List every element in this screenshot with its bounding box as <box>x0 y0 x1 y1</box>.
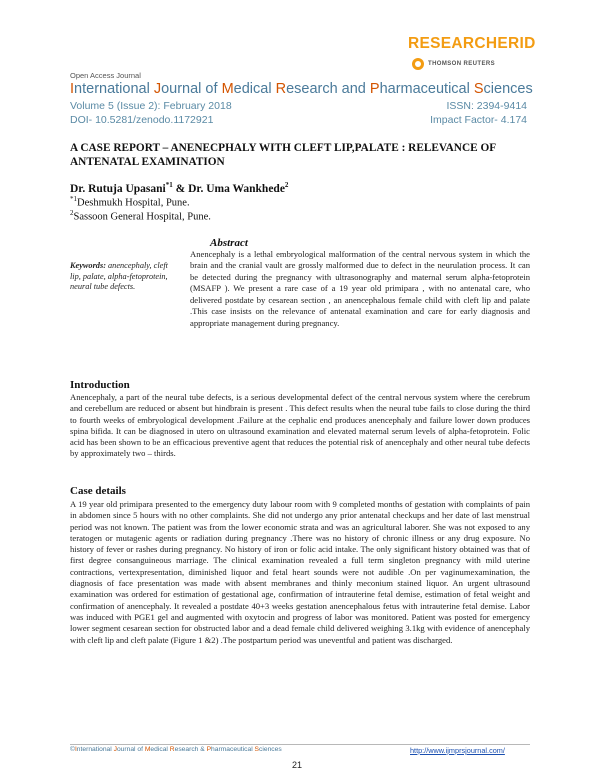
footer-divider <box>70 744 530 745</box>
footer-journal-cap: J <box>113 746 117 753</box>
journal-title-cap: I <box>70 81 75 97</box>
article-title: A CASE REPORT – ANENECPHALY WITH CLEFT LIP,PALATE : RELEVANCE OF ANTENATAL EXAMINATION <box>70 142 496 168</box>
doi: DOI- 10.5281/zenodo.1172921 <box>70 114 214 126</box>
impact-factor: Impact Factor- 4.174 <box>430 114 527 126</box>
journal-title-word: harmaceutical <box>379 81 474 97</box>
case-details-text: A 19 year old primipara presented to the emergency duty labour room with 9 completed months of gestation with complaints of pain in abdomen since 5 hours with no other complaints. She did not undergo any prior antenatal checkups and her date of last menstrual period was not known. The patient was from the lower economic strata and was an agricultural laborer. She was not exposed to any teratogen or mutagenic agents or radiation during pregnancy .There was no history of chronic illness or any drug exposure. No history of fever or rashes during pregnancy. No history of iron or folic acid intake. The only significant history obtained was that of first degree consanguineous marriage. The clinical examination revealed a full term singleton pregnancy with mild uterine contractions, vertexpresentation, diminished liquor and fetal heart sounds were not audible .On per vaginumexamination, the diagnosis of face presentation was made with absent membranes and thinly meconium stained liquor. An urgent ultrasound examination was ordered for estimation of gestational age, confirmation of intrauterine fetal demise, estimation of fetal weight and confirmation of anencephaly. It revealed a postdate 40+3 weeks gestation anencephalous fetus with intrauterine fetal demise. Labor was induced with PGE1 gel and augmented with oxytocin and progress of labor was monitored. Patient was posted for emergency lower segment cesarean section for obstructed labor and a dead female child delivered weighing 3.1kg with evidence of anencephaly with cleft lip and cleft palate (Figure 1 &2) .The postpartum period was uneventful and patient was discharged. <box>70 499 530 645</box>
copyright-symbol: © <box>70 746 75 753</box>
footer-journal-word: harmaceutical <box>211 746 255 753</box>
journal-url-link[interactable]: http://www.ijmprsjournal.com/ <box>410 746 505 755</box>
footer-journal-name <box>70 746 282 753</box>
issue-row <box>70 100 527 112</box>
footer-journal-word: nternational <box>76 746 114 753</box>
doi-row <box>70 114 527 126</box>
affiliation-2: $^2$Sassoon General Hospital, Pune. <box>70 209 211 223</box>
footer-journal-word: edical <box>150 746 170 753</box>
abstract-heading: Abstract <box>210 237 248 249</box>
journal-title-cap: J <box>153 81 162 97</box>
introduction-text: Anencephaly, a part of the neural tube defects, is a serious developmental defect of the central nervous system where the cerebrum and cerebellum are reduced or absent but hindbrain is present . This defect results when the neural tube fails to close during the third to fourth weeks of embryological development .Failure at the cephalic end produces anencephaly and failure lower down produces spina bifida. It can be diagnosed in utero on ultrasound examination and elevated maternal serum levels of alpha-fetoprotein. Folic acid has been shown to be an efficacious preventive agent that reduces the potential risk of anencephaly and other neural tube defects by approximately two – thirds. <box>70 392 530 459</box>
introduction-heading: Introduction <box>70 379 130 391</box>
journal-title-word: edical <box>233 81 276 97</box>
logo-wordmark: RESEARCHERID <box>408 35 536 52</box>
footer-journal-cap: R <box>169 746 175 753</box>
journal-title-cap: M <box>221 81 234 97</box>
open-access-label: Open Access Journal <box>70 71 141 80</box>
footer-journal-cap: P <box>206 746 212 753</box>
keywords: Keywords: anencephaly, cleft lip, palate, alpha-fetoprotein, neural tube defects. <box>70 261 168 291</box>
footer-journal-word: ournal of <box>116 746 145 753</box>
journal-title-cap: R <box>275 81 287 97</box>
issn: ISSN: 2394-9414 <box>446 100 527 112</box>
journal-title-cap: S <box>473 81 484 97</box>
journal-title-word: ournal of <box>161 81 222 97</box>
journal-title-cap: P <box>369 81 380 97</box>
footer-journal-cap: M <box>144 746 151 753</box>
journal-title-word: esearch and <box>286 81 370 97</box>
thomson-reuters-icon <box>412 58 424 70</box>
footer-journal-word: ciences <box>259 746 282 753</box>
case-details-heading: Case details <box>70 485 126 497</box>
footer-journal-word: esearch & <box>174 746 207 753</box>
thomson-reuters-mark: THOMSON REUTERS <box>408 58 528 70</box>
page-number: 21 <box>292 760 303 770</box>
affiliation-1: $^{*1}$Deshmukh Hospital, Pune. <box>70 195 190 209</box>
footer-journal-cap: S <box>254 746 260 753</box>
researcherid-logo <box>408 35 536 70</box>
abstract-text: Anencephaly is a lethal embryological malformation of the central nervous system in which the brain and the cranial vault are grossly malformed due to defect in the neurulation process. It can be detected during the pregnancy with ultrasonography and maternal serum alpha-fetoprotein (MSAFP ). We present a rare case of a 19 year old primipara , with no antenatal care, who delivered postdate by cesarean section , an anencephalous female child with cleft lip and palate .This case insists on the relevance of antenatal examination and care for early diagnosis and appropriate management during pregnancy. <box>190 249 530 328</box>
volume-issue: Volume 5 (Issue 2): February 2018 <box>70 100 232 112</box>
journal-title <box>70 81 533 97</box>
footer-journal-cap: I <box>74 746 77 753</box>
journal-title-word: nternational <box>74 81 154 97</box>
journal-title-word: ciences <box>483 81 533 97</box>
authors: Dr. Rutuja Upasani$^{*1}$ & Dr. Uma Wankhede$^2$ <box>70 181 289 195</box>
